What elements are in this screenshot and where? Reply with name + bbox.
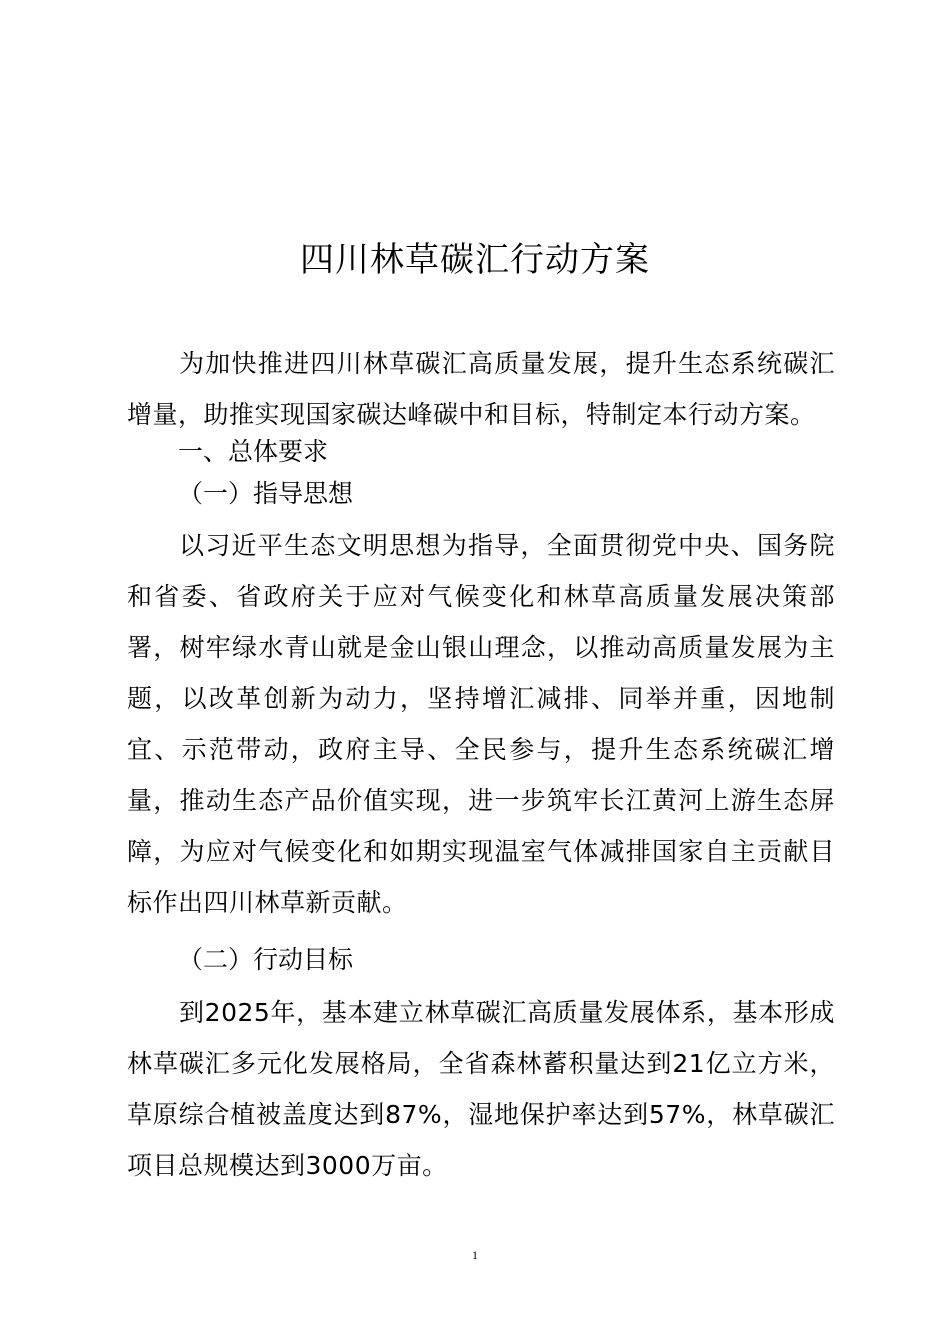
intro-paragraph: 为加快推进四川林草碳汇高质量发展，提升生态系统碳汇增量，助推实现国家碳达峰碳中和目标，特制定本行动方案。 [127, 349, 835, 429]
action-goals-paragraph: 到2025年，基本建立林草碳汇高质量发展体系，基本形成林草碳汇多元化发展格局，全省森林蓄积量达到21亿立方米，草原综合植被盖度达到87%，湿地保护率达到57%，林草碳汇项目总规模达到3000万亩。 [127, 998, 835, 1180]
page-number: 1 [472, 1248, 478, 1262]
guiding-ideology-paragraph: 以习近平生态文明思想为指导，全面贯彻党中央、国务院和省委、省政府关于应对气候变化和林草高质量发展决策部署，树牢绿水青山就是金山银山理念，以推动高质量发展为主题，以改革创新为动力，坚持增汇减排、同举并重，因地制宜、示范带动，政府主导、全民参与，提升生态系统碳汇增量，推动生态产品价值实现，进一步筑牢长江黄河上游生态屏障，为应对气候变化和如期实现温室气体减排国家自主贡献目标作出四川林草新贡献。 [127, 531, 835, 917]
document-title: 四川林草碳汇行动方案 [300, 240, 650, 280]
subsection-heading-guiding-ideology: （一）指导思想 [178, 479, 354, 508]
section-heading-general-requirements: 一、总体要求 [178, 437, 329, 466]
subsection-heading-action-goals: （二）行动目标 [178, 945, 354, 974]
